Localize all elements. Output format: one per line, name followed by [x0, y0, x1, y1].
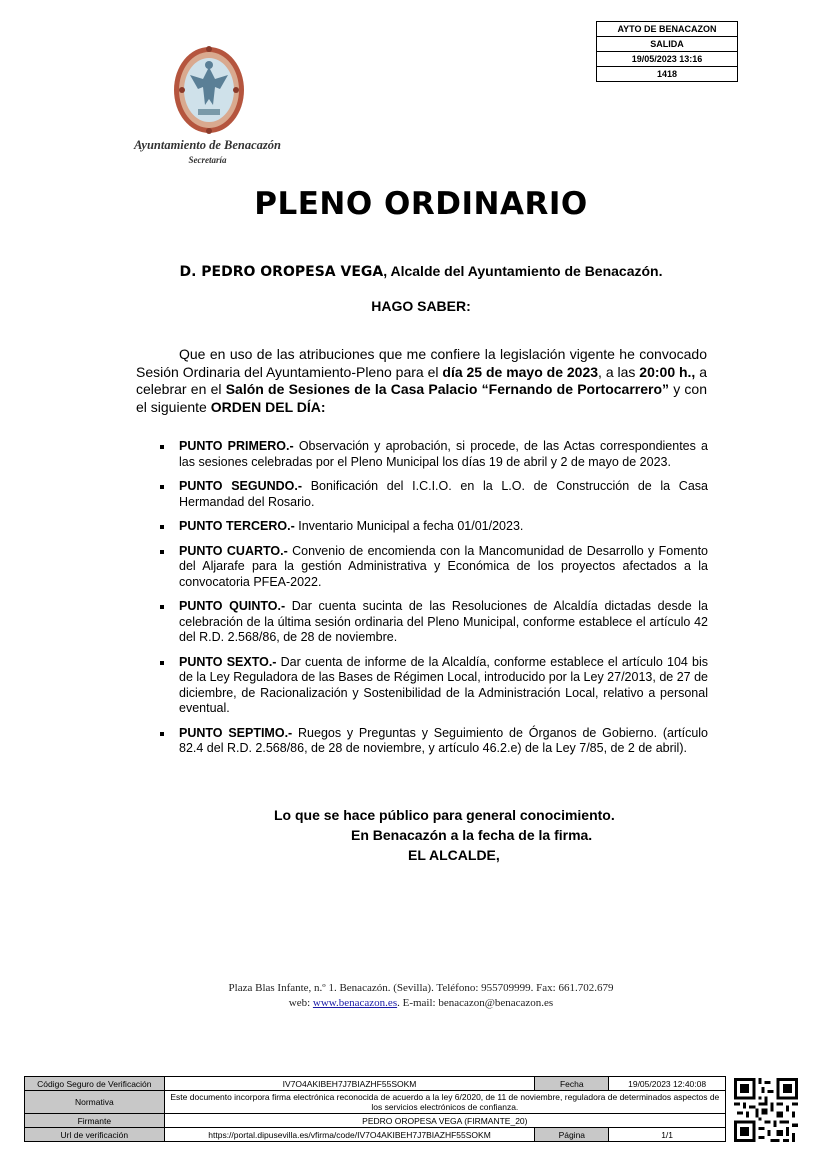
mayor-line — [0, 263, 826, 280]
agenda-item-text: Bonificación del I.C.I.O. en la L.O. de Construcción de la Casa Hermandad del Rosario. — [179, 479, 708, 509]
web-prefix: web: — [288, 997, 313, 1009]
normativa-value: Este documento incorpora firma electrónica reconocida de acuerdo a la ley 6/2020, de 11 de noviembre, reguladora de determinados aspectos de los servicios electrónicos de confianza. — [164, 1091, 725, 1114]
intro-text-2: , a las — [598, 363, 640, 380]
agenda-item-label: PUNTO QUINTO.- — [179, 599, 286, 613]
agenda-item — [160, 726, 708, 757]
closing-place-date: En Benacazón a la fecha de la firma. — [351, 827, 593, 843]
coat-of-arms-icon — [172, 45, 246, 135]
agenda-item — [160, 439, 708, 470]
bullet-icon — [160, 525, 164, 529]
fecha-value: 19/05/2023 12:40:08 — [609, 1077, 726, 1091]
intro-text-4: y con el siguiente — [136, 381, 708, 415]
agenda-item-text: Ruegos y Preguntas y Seguimiento de Órganos de Gobierno. (artículo 82.4 del R.D. 2.568/86, de 28 de noviembre, y artículo 46.2.e) de la Ley 7/85, de 2 de abril). — [179, 725, 708, 755]
pagina-value: 1/1 — [609, 1128, 726, 1142]
registry-datetime: 19/05/2023 13:16 — [597, 52, 737, 67]
registry-type: SALIDA — [597, 37, 737, 52]
agenda-item-text: Observación y aprobación, si procede, de las Actas correspondientes a las sesiones celebradas por el Pleno Municipal los días 19 de abril y 2 de mayo de 2023. — [179, 439, 708, 469]
bullet-icon — [160, 550, 164, 554]
agenda-item-text: Dar cuenta de informe de la Alcaldía, conforme establece el artículo 104 bis de la Ley Reguladora de las Bases de Régimen Local, introducido por la Ley 27/2013, de 27 de diciembre, de Racionalización y Sostenibilidad de la Administración Local, relativo a personal eventual. — [179, 654, 708, 715]
closing-public-notice: Lo que se hace público para general conocimiento. — [274, 807, 615, 823]
address-line: Plaza Blas Infante, n.º 1. Benacazón. (Sevilla). Teléfono: 955709999. Fax: 661.702.679 — [228, 982, 614, 994]
qr-code-icon — [734, 1078, 798, 1142]
verification-table — [24, 1076, 726, 1142]
intro-text-3: a celebrar en el — [136, 363, 708, 397]
closing-signature-role: EL ALCALDE, — [408, 847, 500, 863]
intro-text-1: Que en uso de las atribuciones que me confiere la legislación vigente he convocado Sesión Ordinaria del Ayuntamiento-Pleno para el — [136, 346, 707, 380]
mayor-role: , Alcalde del Ayuntamiento de Benacazón. — [383, 263, 663, 279]
session-date: día 25 de mayo de 2023 — [442, 363, 599, 380]
address-footer — [0, 981, 826, 1011]
registry-entity: AYTO DE BENACAZON — [597, 22, 737, 37]
session-venue: Salón de Sesiones de la Casa Palacio “Fernando de Portocarrero” — [225, 381, 669, 397]
organization-department: Secretaría — [188, 155, 227, 165]
bullet-icon — [160, 445, 164, 449]
normativa-label: Normativa — [25, 1091, 165, 1114]
bullet-icon — [160, 485, 164, 489]
pagina-label: Página — [535, 1128, 609, 1142]
fecha-label: Fecha — [535, 1077, 609, 1091]
csv-value: IV7O4AKIBEH7J7BIAZHF55SOKM — [164, 1077, 535, 1091]
registry-stamp — [596, 21, 738, 82]
agenda-item — [160, 655, 708, 717]
bullet-icon — [160, 605, 164, 609]
page-title: PLENO ORDINARIO — [254, 186, 588, 222]
url-label: Url de verificación — [25, 1128, 165, 1142]
agenda-item-text: Convenio de encomienda con la Mancomunidad de Desarrollo y Fomento del Aljarafe para la gestión Administrativa y Económica de los proyectos afectados a la convocatoria PFEA-2022. — [179, 543, 708, 589]
agenda-heading: ORDEN DEL DÍA: — [210, 398, 326, 415]
hago-saber-heading: HAGO SABER: — [371, 298, 471, 314]
bullet-icon — [160, 661, 164, 665]
csv-label: Código Seguro de Verificación — [25, 1077, 165, 1091]
firmante-value: PEDRO OROPESA VEGA (FIRMANTE_20) — [164, 1114, 725, 1128]
organization-name: Ayuntamiento de Benacazón — [133, 138, 281, 152]
municipal-logo — [120, 45, 300, 170]
agenda-item-label: PUNTO SEPTIMO.- — [179, 725, 293, 740]
agenda-item — [160, 599, 708, 646]
agenda-item-label: PUNTO SEXTO.- — [179, 654, 277, 669]
agenda-item-label: PUNTO CUARTO.- — [179, 543, 288, 558]
firmante-label: Firmante — [25, 1114, 165, 1128]
bullet-icon — [160, 732, 164, 736]
agenda-item-label: PUNTO TERCERO.- — [179, 519, 295, 533]
session-time: 20:00 h., — [639, 363, 696, 380]
agenda-item-text: Dar cuenta sucinta de las Resoluciones de Alcaldía dictadas desde la celebración de la última sesión ordinaria del Pleno Municipal, conforme establece el artículo 42 del R.D. 2.568/86, de 28 de noviembre. — [179, 599, 709, 644]
agenda-item-label: PUNTO SEGUNDO.- — [179, 479, 303, 493]
agenda-item-label: PUNTO PRIMERO.- — [179, 439, 294, 453]
mayor-name: D. PEDRO OROPESA VEGA — [179, 264, 384, 280]
email-text: . E-mail: benacazon@benacazon.es — [397, 997, 554, 1009]
agenda-item-text: Inventario Municipal a fecha 01/01/2023. — [294, 519, 524, 533]
intro-paragraph — [136, 346, 707, 416]
registry-number: 1418 — [656, 69, 678, 79]
agenda-list — [160, 439, 708, 766]
agenda-item — [160, 479, 708, 510]
verification-url[interactable]: https://portal.dipusevilla.es/vfirma/code/IV7O4AKIBEH7J7BIAZHF55SOKM — [164, 1128, 535, 1142]
website-link[interactable]: www.benacazon.es — [312, 997, 398, 1009]
agenda-item — [160, 519, 708, 535]
agenda-item — [160, 544, 708, 591]
contact-line — [0, 996, 826, 1011]
